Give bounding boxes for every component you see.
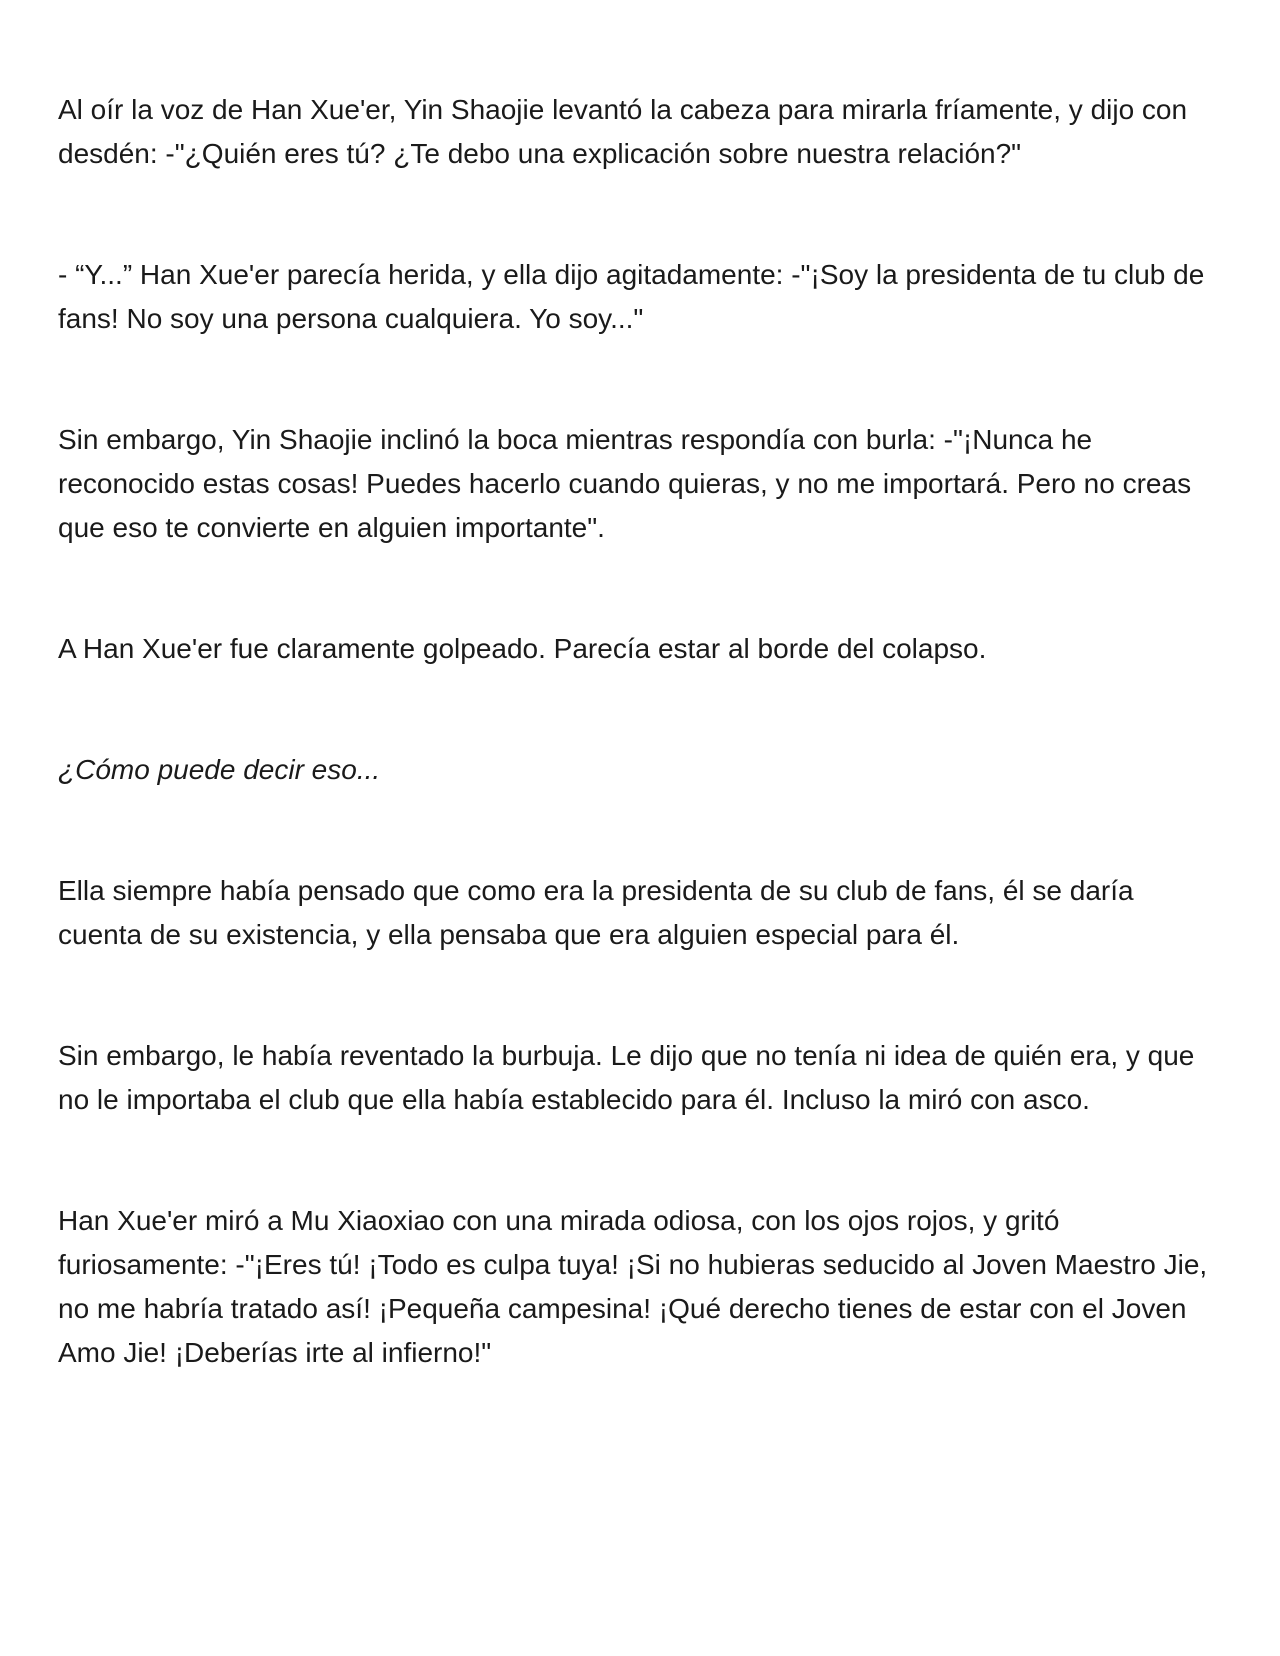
paragraph-5-italic: ¿Cómo puede decir eso... — [58, 754, 381, 785]
paragraph-7: Sin embargo, le había reventado la burbuja. Le dijo que no tenía ni idea de quién era, y que no le importaba el club que ella había establecido para él. Incluso la miró con asco. — [58, 1040, 1195, 1115]
document-page — [58, 88, 1223, 1375]
paragraph-8: Han Xue'er miró a Mu Xiaoxiao con una mirada odiosa, con los ojos rojos, y gritó furiosamente: -"¡Eres tú! ¡Todo es culpa tuya! ¡Si no hubieras seducido al Joven Maestro Jie, no me habría tratado así! ¡Pequeña campesina! ¡Qué derecho tienes de estar con el Joven Amo Jie! ¡Deberías irte al infierno!" — [58, 1205, 1208, 1368]
paragraph-3: Sin embargo, Yin Shaojie inclinó la boca mientras respondía con burla: -"¡Nunca he reconocido estas cosas! Puedes hacerlo cuando quieras, y no me importará. Pero no creas que eso te convierte en alguien importante". — [58, 424, 1192, 543]
paragraph-6: Ella siempre había pensado que como era la presidenta de su club de fans, él se daría cuenta de su existencia, y ella pensaba que era alguien especial para él. — [58, 875, 1134, 950]
paragraph-4: A Han Xue'er fue claramente golpeado. Parecía estar al borde del colapso. — [58, 633, 987, 664]
paragraph-1: Al oír la voz de Han Xue'er, Yin Shaojie levantó la cabeza para mirarla fríamente, y dijo con desdén: -"¿Quién eres tú? ¿Te debo una explicación sobre nuestra relación?" — [58, 94, 1188, 169]
paragraph-2: - “Y...” Han Xue'er parecía herida, y ella dijo agitadamente: -"¡Soy la presidenta de tu club de fans! No soy una persona cualquiera. Yo soy..." — [58, 259, 1205, 334]
